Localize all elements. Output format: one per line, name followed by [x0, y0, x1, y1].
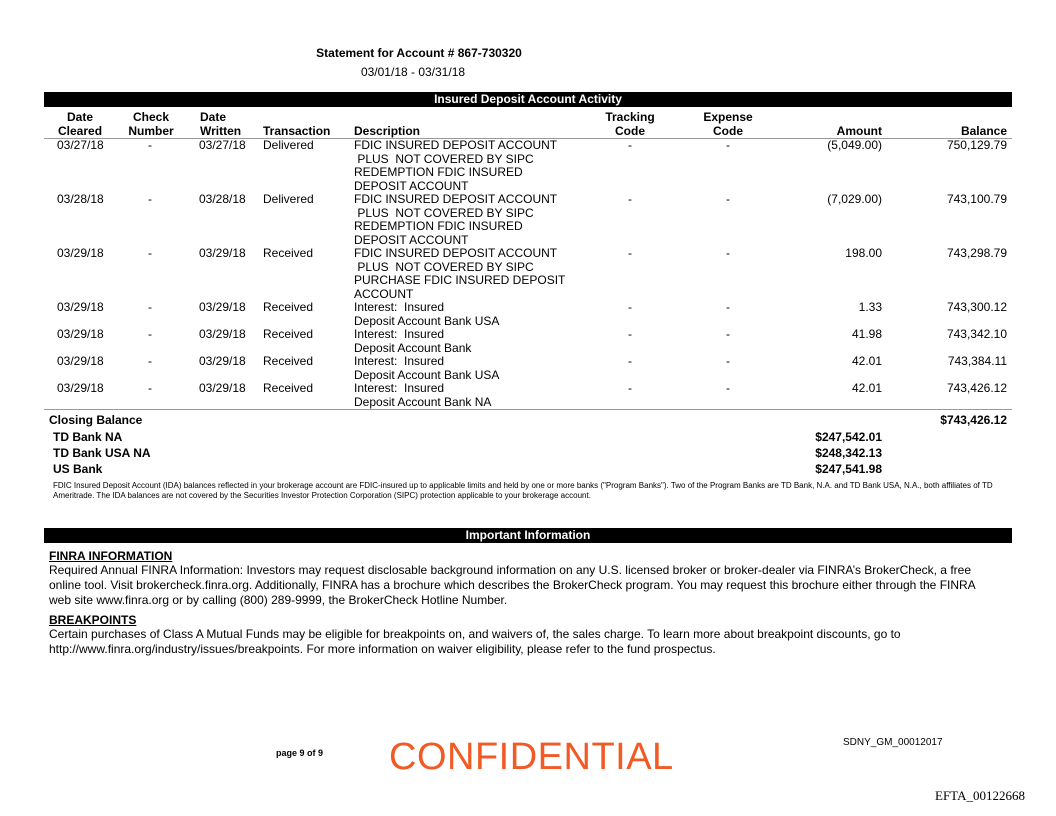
breakpoints-body: Certain purchases of Class A Mutual Funds may be eligible for breakpoints on, and waivers of, the sales charge. To learn more about breakpoint discounts, go to http://www.finra.org/industry/issues/breakpoints. For more information on waiver eligibility, please refer to the fund prospectus.: [49, 627, 901, 656]
bank-name: TD Bank NA: [53, 430, 123, 444]
col-balance: Balance: [960, 124, 1007, 138]
bank-amount: $247,542.01: [815, 430, 882, 444]
bank-amount: $248,342.13: [815, 446, 882, 460]
col-expense-code: Expense Code: [703, 110, 753, 138]
col-check-number: Check Number: [128, 110, 174, 138]
bank-name: US Bank: [53, 462, 103, 476]
closing-balance-value: $743,426.12: [940, 413, 1007, 427]
col-description: Description: [354, 124, 421, 138]
bank-name: TD Bank USA NA: [53, 446, 151, 460]
col-transaction: Transaction: [263, 124, 331, 138]
col-amount: Amount: [836, 124, 882, 138]
col-date-written: Date Written: [200, 110, 242, 138]
bank-amount: $247,541.98: [815, 462, 882, 476]
page-number: page 9 of 9: [276, 748, 324, 758]
closing-divider: [44, 409, 1012, 410]
activity-section-bar: Insured Deposit Account Activity: [44, 92, 1012, 107]
fdic-disclosure-note: FDIC Insured Deposit Account (IDA) balances reflected in your brokerage account are FDIC-insured up to applicable limits and held by one or more banks ("Program Banks"). Two of the Program Banks are TD Bank, N.A. and TD Bank USA, N.A., both affiliates of TD Ameritrade. The IDA balances are not covered by the Securities Investor Protection Corporation (SIPC) protection applicable to your brokerage account.: [53, 481, 993, 500]
breakpoints-heading: BREAKPOINTS: [49, 613, 137, 627]
closing-balance-label: Closing Balance: [49, 413, 143, 427]
efta-number: EFTA_00122668: [935, 788, 1025, 803]
important-section-bar: Important Information: [44, 528, 1012, 543]
statement-title: Statement for Account # 867-730320: [316, 46, 522, 60]
confidential-stamp: CONFIDENTIAL: [389, 736, 674, 778]
bates-number: SDNY_GM_00012017: [843, 737, 943, 748]
statement-period: 03/01/18 - 03/31/18: [360, 65, 466, 79]
finra-body: Required Annual FINRA Information: Investors may request disclosable background information on any U.S. licensed broker or broker-dealer via FINRA’s BrokerCheck, a free online tool. Visit brokercheck.finra.org. Additionally, FINRA has a brochure which describes the BrokerCheck program. You may request this brochure either through the FINRA web site www.finra.org or by calling (800) 289-9999, the BrokerCheck Hotline Number.: [49, 563, 976, 607]
col-date-cleared: Date Cleared: [58, 110, 103, 138]
col-tracking-code: Tracking Code: [605, 110, 655, 138]
finra-heading: FINRA INFORMATION: [49, 549, 173, 563]
